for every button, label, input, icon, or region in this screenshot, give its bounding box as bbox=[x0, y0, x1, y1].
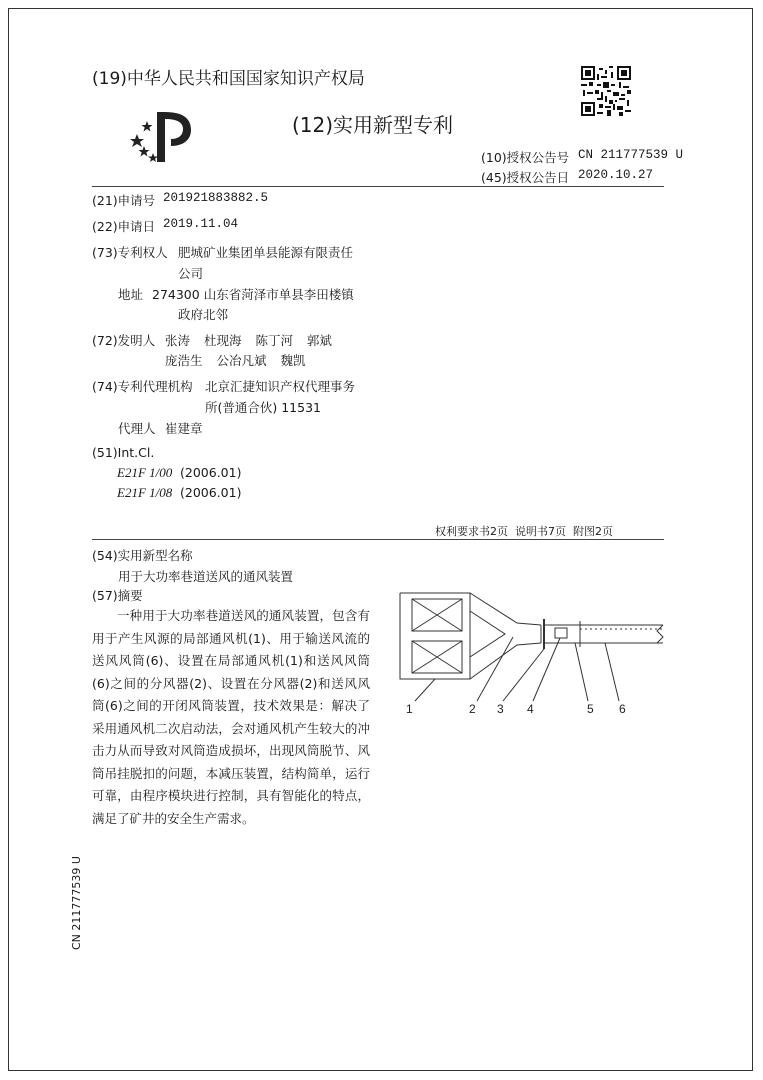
document-type: (12)实用新型专利 bbox=[292, 113, 454, 137]
office-name: (19)中华人民共和国国家知识产权局 bbox=[92, 69, 365, 89]
label-2: 2 bbox=[469, 702, 476, 716]
agency-label: (74)专利代理机构 bbox=[92, 379, 193, 394]
patentee-label: (73)专利权人 bbox=[92, 245, 168, 260]
agency-line-1: 北京汇捷知识产权代理事务 bbox=[205, 379, 356, 394]
publication-number-label: (10)授权公告号 bbox=[481, 150, 570, 165]
ipc-version-1: (2006.01) bbox=[180, 465, 242, 480]
leader-6 bbox=[605, 643, 619, 701]
agent-label: 代理人 bbox=[118, 421, 156, 436]
title-label: (54)实用新型名称 bbox=[92, 548, 193, 563]
inventors-line-2: 庞浩生 公冶凡斌 魏凯 bbox=[165, 353, 306, 368]
abstract-drawing bbox=[395, 585, 667, 718]
section-divider bbox=[92, 539, 664, 540]
agent-name: 崔建章 bbox=[165, 421, 203, 436]
agency-line-2: 所(普通合伙) 11531 bbox=[205, 400, 321, 415]
publication-date-label: (45)授权公告日 bbox=[481, 170, 570, 185]
abstract-label: (57)摘要 bbox=[92, 588, 143, 603]
qr-code-icon bbox=[581, 66, 631, 116]
application-date: 2019.11.04 bbox=[163, 217, 239, 231]
inventors-label: (72)发明人 bbox=[92, 333, 156, 348]
publication-number: CN 211777539 U bbox=[578, 148, 684, 162]
header-divider bbox=[92, 186, 664, 187]
side-publication-number: CN 211777539 U bbox=[70, 856, 83, 950]
label-3: 3 bbox=[497, 702, 504, 716]
leader-4 bbox=[533, 638, 560, 701]
ipc-code-2: E21F 1/08 bbox=[117, 485, 173, 500]
control-box-4 bbox=[555, 628, 567, 638]
abstract-text: 一种用于大功率巷道送风的通风装置，包含有用于产生风源的局部通风机(1)、用于输送风流的送风风筒(6)、设置在局部通风机(1)和送风风筒(6)之间的分风器(2)、设置在分风器(2)和送风风筒(6)之间的开闭风筒装置，技术效果是：解决了采用通风机二次启动法，会对通风机产生较大的冲击力从而导致对风筒造成损坏，出现风筒脱节、风筒吊挂脱扣的问题，本减压装置，结构简单，运行可靠，由程序模块进行控制，具有智能化的特点，满足了矿井的安全生产需求。 bbox=[92, 608, 370, 826]
leader-2 bbox=[477, 637, 513, 701]
patentee-line-1: 肥城矿业集团单县能源有限责任 bbox=[178, 245, 354, 260]
leader-3 bbox=[503, 649, 544, 701]
label-6: 6 bbox=[619, 702, 626, 716]
patentee-line-2: 公司 bbox=[178, 266, 204, 281]
address-line-2: 政府北邻 bbox=[178, 307, 229, 322]
utility-model-title: 用于大功率巷道送风的通风装置 bbox=[118, 569, 294, 584]
label-1: 1 bbox=[406, 702, 413, 716]
publication-date: 2020.10.27 bbox=[578, 168, 654, 182]
address-label: 地址 bbox=[118, 287, 144, 302]
address-line-1: 274300 山东省菏泽市单县李田楼镇 bbox=[152, 287, 354, 302]
application-date-label: (22)申请日 bbox=[92, 219, 156, 234]
page-counts: 权利要求书2页 说明书7页 附图2页 bbox=[435, 525, 613, 538]
label-4: 4 bbox=[527, 702, 534, 716]
application-number: 201921883882.5 bbox=[163, 191, 269, 205]
ipc-code-1: E21F 1/00 bbox=[117, 465, 173, 480]
application-number-label: (21)申请号 bbox=[92, 193, 156, 208]
int-cl-label: (51)Int.Cl. bbox=[92, 445, 155, 460]
leader-5 bbox=[575, 643, 588, 701]
ipc-version-2: (2006.01) bbox=[180, 485, 242, 500]
inventors-line-1: 张涛 杜现海 陈丁河 郭斌 bbox=[165, 333, 332, 348]
leader-1 bbox=[415, 679, 435, 701]
cnipa-logo-icon bbox=[127, 106, 197, 164]
duct-end bbox=[657, 625, 663, 643]
splitter-2 bbox=[470, 611, 505, 657]
label-5: 5 bbox=[587, 702, 594, 716]
fan-housing bbox=[400, 593, 470, 679]
